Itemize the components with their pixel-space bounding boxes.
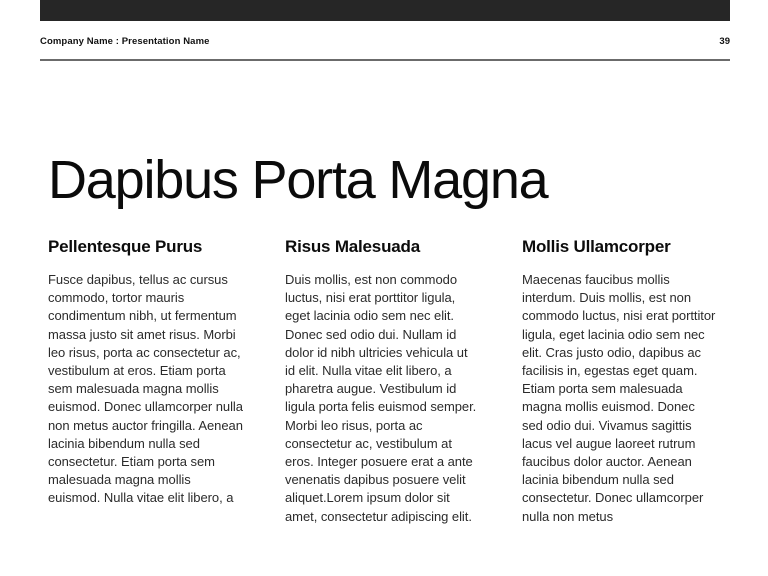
header-company-presentation-name: Company Name : Presentation Name: [40, 36, 210, 47]
column-body-text: Fusce dapibus, tellus ac cursus commodo, tortor mauris condimentum nibh, ut fermentum massa justo sit amet risus. Morbi leo risus, porta ac consectetur ac, vestibulum at eros. Etiam porta sem malesuada magna mollis euismod. Donec ullamcorper nulla non metus auctor fringilla. Aenean lacinia bibendum nulla sed consectetur. Etiam porta sem malesuada magna mollis euismod. Nulla vitae elit libero, a: [48, 272, 243, 506]
slide-header: [40, 36, 730, 60]
column-heading: Risus Malesuada: [285, 237, 420, 256]
column-heading: Mollis Ullamcorper: [522, 237, 671, 256]
top-accent-bar: [40, 0, 730, 21]
content-column: [285, 236, 481, 526]
column-heading: Pellentesque Purus: [48, 237, 203, 256]
column-body-text: Maecenas faucibus mollis interdum. Duis mollis, est non commodo luctus, nisi erat porttitor ligula, eget lacinia odio sem nec elit. Cras justo odio, dapibus ac facilisis in, egestas eget quam. Etiam porta sem malesuada magna mollis euismod. Donec sed odio dui. Vivamus sagittis lacus vel augue laoreet rutrum faucibus dolor auctor. Aenean lacinia bibendum nulla sed consectetur. Donec ullamcorper nulla non metus: [522, 272, 716, 524]
column-body-text: Duis mollis, est non commodo luctus, nisi erat porttitor ligula, eget lacinia odio sem nec elit. Donec sed odio dui. Nullam id dolor id nibh ultricies vehicula ut id elit. Nulla vitae elit libero, a pharetra augue. Vestibulum id ligula porta felis euismod semper. Morbi leo risus, porta ac consectetur ac, vestibulum at eros. Integer posuere erat a ante venenatis dapibus posuere velit aliquet.Lorem ipsum dolor sit amet, consectetur adipiscing elit.: [285, 272, 477, 524]
content-column: [48, 236, 244, 526]
content-columns: [48, 236, 734, 526]
content-column: [522, 236, 718, 526]
slide-title: Dapibus Porta Magna: [48, 150, 548, 211]
header-divider-rule: [40, 59, 730, 61]
slide-page-number: 39: [719, 36, 730, 47]
